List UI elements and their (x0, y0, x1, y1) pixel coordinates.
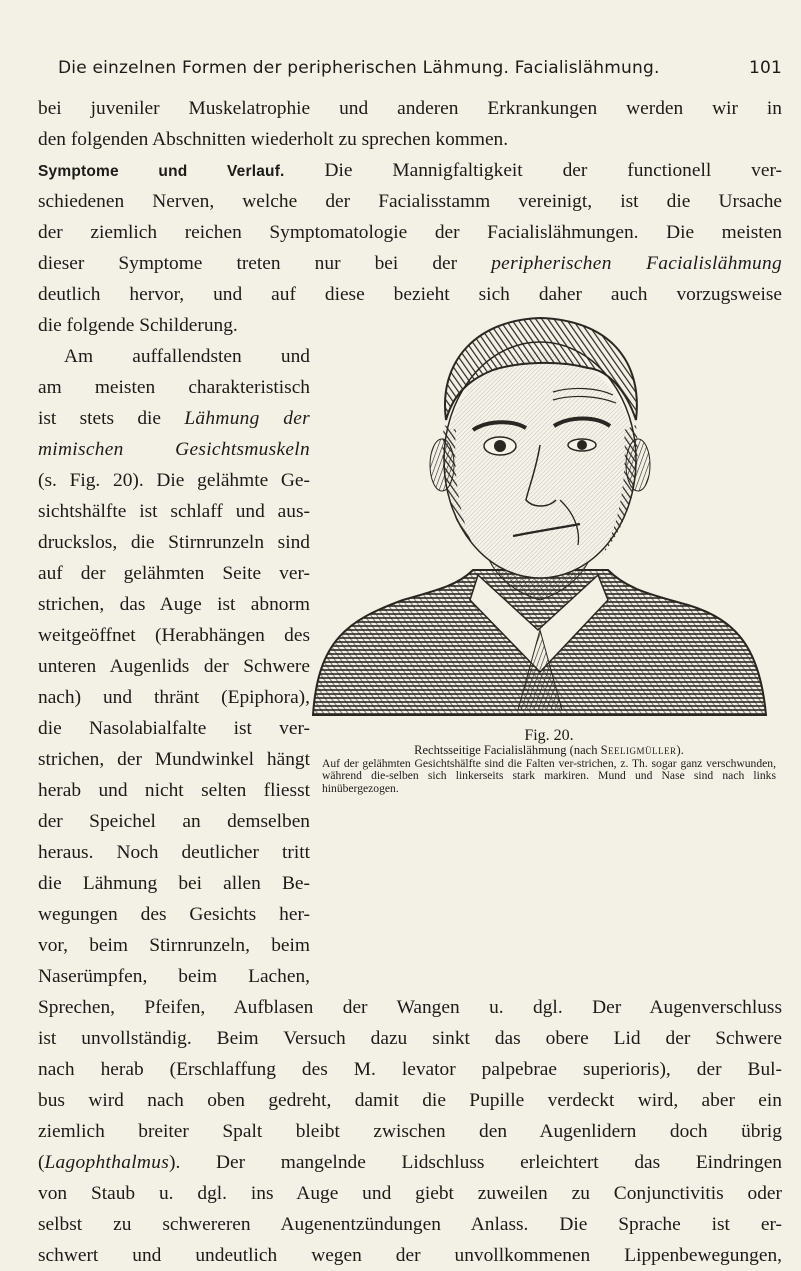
text-line: der Speichel an demselben (38, 811, 310, 832)
text-line: ziemlich breiter Spalt bleibt zwischen den Augenlidern doch übrig (38, 1121, 782, 1142)
emphasis: Lähmung der (184, 408, 310, 429)
text-line: bei juveniler Muskelatrophie und anderen Erkrankungen werden wir in (38, 98, 782, 119)
text-line (38, 434, 310, 465)
text-line: strichen, der Mundwinkel hängt (38, 749, 310, 770)
text-line: die Lähmung bei allen Be- (38, 873, 310, 894)
text-line: die Nasolabialfalte ist ver- (38, 718, 310, 739)
text-line: ist unvollständig. Beim Versuch dazu sinkt das obere Lid der Schwere (38, 1028, 782, 1049)
text-line: selbst zu schwereren Augenentzündungen Anlass. Die Sprache ist er- (38, 1214, 782, 1235)
text-line: herab und nicht selten fliesst (38, 780, 310, 801)
engraved-portrait (308, 300, 768, 718)
text-line: Sprechen, Pfeifen, Aufblasen der Wangen u. dgl. Der Augenverschluss (38, 997, 782, 1018)
text-line: unteren Augenlids der Schwere (38, 656, 310, 677)
text-line: den folgenden Abschnitten wiederholt zu sprechen kommen. (38, 129, 509, 150)
emphasis: peripherischen Facialislähmung (491, 253, 782, 274)
text-line: dieser Symptome treten nur bei der peripherischen Facialislähmung (38, 253, 782, 274)
text-line: vor, beim Stirnrunzeln, beim (38, 935, 310, 956)
text-line: Naserümpfen, beim Lachen, (38, 966, 310, 987)
text-line: der ziemlich reichen Symptomatologie der Facialislähmungen. Die meisten (38, 222, 782, 243)
figure-label: Fig. 20. (524, 727, 574, 744)
text-line: schiedenen Nerven, welche der Facialisstamm vereinigt, ist die Ursache (38, 191, 782, 212)
text-line: schwert und undeutlich wegen der unvollkommenen Lippenbewegungen, (38, 1245, 782, 1266)
figure-title: Rechtsseitige Facialislähmung (nach Seeligmüller). (414, 743, 684, 757)
text-line: am meisten charakteristisch (38, 377, 310, 398)
text-line: ist stets die Lähmung der (38, 408, 310, 429)
text-line: sichtshälfte ist schlaff und aus- (38, 501, 310, 522)
text-line: die folgende Schilderung. (38, 315, 238, 336)
text-line: (Lagophthalmus). Der mangelnde Lidschluss erleichtert das Eindringen (38, 1152, 782, 1173)
figure-description: Auf der gelähmten Gesichtshälfte sind die Falten ver-strichen, z. Th. sogar ganz verschwunden, während die-selben sich linkerseits stark markiren. Mund und Nase sind nach links hinübergezogen. (322, 756, 776, 795)
text-line: Am auffallendsten und (64, 346, 310, 367)
text-line: nach) und thränt (Epiphora), (38, 687, 310, 708)
running-header (58, 58, 782, 84)
emphasis: Lagophthalmus (44, 1152, 170, 1173)
text-line: auf der gelähmten Seite ver- (38, 563, 310, 584)
text-line: heraus. Noch deutlicher tritt (38, 842, 310, 863)
text-line: strichen, das Auge ist abnorm (38, 594, 310, 615)
portrait-figure (308, 300, 768, 718)
text-line: deutlich hervor, und auf diese bezieht sich daher auch vorzugsweise (38, 284, 782, 305)
figure-caption (318, 728, 780, 795)
text-line: von Staub u. dgl. ins Auge und giebt zuweilen zu Conjunctivitis oder (38, 1183, 782, 1204)
text-line: Symptome und Verlauf. Die Mannigfaltigkeit der functionell ver- (38, 160, 782, 181)
emphasis: mimischen Gesichtsmuskeln (38, 439, 310, 460)
text-line: weitgeöffnet (Herabhängen des (38, 625, 310, 646)
section-heading: Symptome und Verlauf. (38, 163, 285, 180)
text-line: druckslos, die Stirnrunzeln sind (38, 532, 310, 553)
text-line: (s. Fig. 20). Die gelähmte Ge- (38, 470, 310, 491)
text-line: wegungen des Gesichts her- (38, 904, 310, 925)
text-line: bus wird nach oben gedreht, damit die Pupille verdeckt wird, aber ein (38, 1090, 782, 1111)
text-line: nach herab (Erschlaffung des M. levator palpebrae superioris), der Bul- (38, 1059, 782, 1080)
page-number: 101 (748, 58, 782, 78)
running-title: Die einzelnen Formen der peripherischen Lähmung. Facialislähmung. (58, 58, 660, 78)
